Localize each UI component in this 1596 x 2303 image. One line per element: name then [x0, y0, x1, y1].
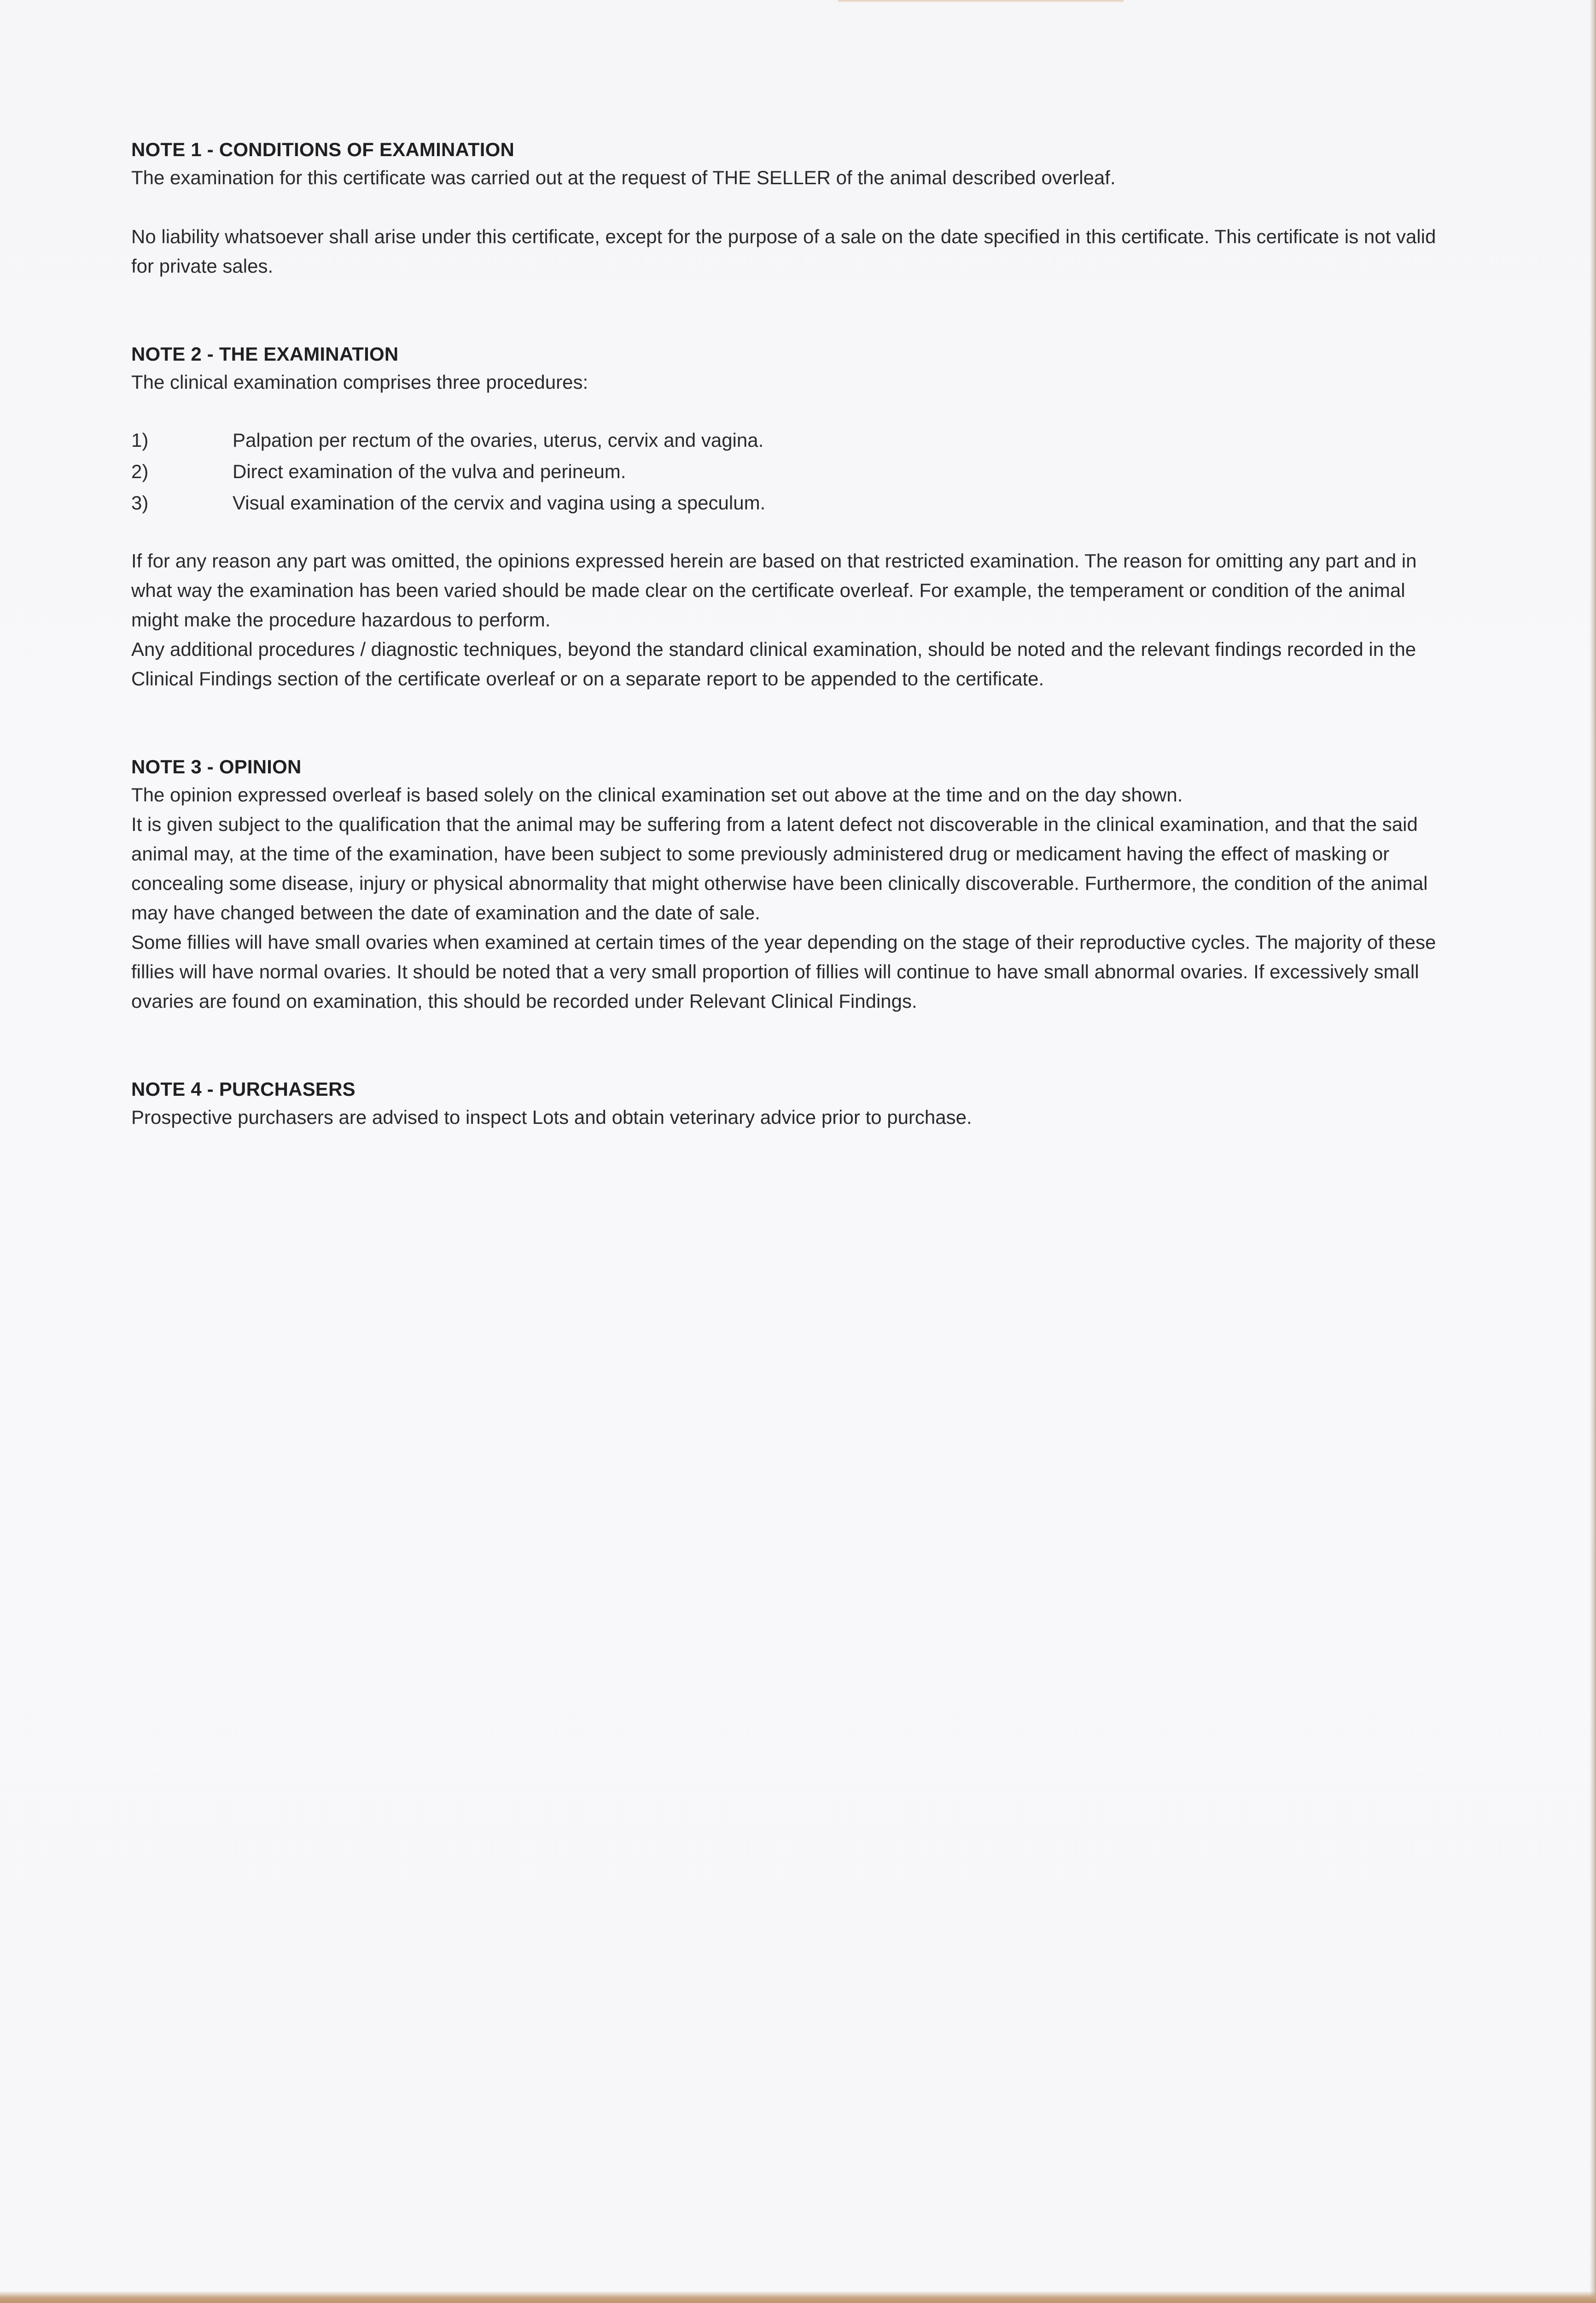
procedures-list: [131, 425, 1457, 519]
spacer: [131, 193, 1457, 222]
list-item: [131, 456, 1457, 487]
note-3-paragraph-1: The opinion expressed overleaf is based solely on the clinical examination set out above at the time and on the day shown.: [131, 784, 1183, 806]
list-item: [131, 425, 1457, 456]
document-content: [131, 136, 1457, 1132]
note-1-section: [131, 136, 1457, 281]
note-2-heading: NOTE 2 - THE EXAMINATION: [131, 343, 399, 365]
note-2-intro: The clinical examination comprises three procedures:: [131, 371, 588, 393]
page-edge-bottom: [0, 2291, 1596, 2303]
spacer: [131, 1016, 1457, 1076]
list-item-number: 2): [131, 461, 149, 482]
note-3-heading: NOTE 3 - OPINION: [131, 756, 302, 777]
list-item-number: 1): [131, 429, 149, 451]
spacer: [131, 281, 1457, 341]
note-1-heading: NOTE 1 - CONDITIONS OF EXAMINATION: [131, 139, 515, 160]
note-1-paragraph-2: No liability whatsoever shall arise under this certificate, except for the purpose of a sale on the date specified in this certificate. This certificate is not valid for private sales.: [131, 226, 1436, 277]
note-1-paragraph-1: The examination for this certificate was carried out at the request of THE SELLER of the animal described overleaf.: [131, 167, 1116, 188]
list-item: [131, 487, 1457, 519]
page-edge-top: [838, 0, 1124, 3]
note-3-paragraph-2: It is given subject to the qualification that the animal may be suffering from a latent defect not discoverable in the clinical examination, and that the said animal may, at the time of the examination, have been subject to some previously administered drug or medicament having the effect of masking or concealing some disease, injury or physical abnormality that might otherwise have been clinically discoverable. Furthermore, the condition of the animal may have changed between the date of examination and the date of sale.: [131, 813, 1428, 924]
list-item-text: Direct examination of the vulva and perineum.: [233, 461, 626, 482]
note-3-section: [131, 754, 1457, 1016]
spacer: [131, 694, 1457, 754]
note-4-heading: NOTE 4 - PURCHASERS: [131, 1078, 355, 1100]
note-4-paragraph-1: Prospective purchasers are advised to inspect Lots and obtain veterinary advice prior to purchase.: [131, 1106, 972, 1128]
note-2-paragraph-1: If for any reason any part was omitted, the opinions expressed herein are based on that restricted examination. The reason for omitting any part and in what way the examination has been varied should be made clear on the certificate overleaf. For example, the temperament or condition of the animal might make the procedure hazardous to perform.: [131, 550, 1417, 631]
note-4-section: [131, 1076, 1457, 1132]
note-2-section: [131, 341, 1457, 694]
page-edge-right: [1590, 0, 1596, 2303]
list-item-text: Visual examination of the cervix and vagina using a speculum.: [233, 492, 766, 514]
list-item-text: Palpation per rectum of the ovaries, uterus, cervix and vagina.: [233, 429, 764, 451]
list-item-number: 3): [131, 492, 149, 514]
note-3-paragraph-3: Some fillies will have small ovaries when examined at certain times of the year depending on the stage of their reproductive cycles. The majority of these fillies will have normal ovaries. It should be noted that a very small proportion of fillies will continue to have small abnormal ovaries. If excessively small ovaries are found on examination, this should be recorded under Relevant Clinical Findings.: [131, 931, 1436, 1012]
note-2-paragraph-2: Any additional procedures / diagnostic techniques, beyond the standard clinical examination, should be noted and the relevant findings recorded in the Clinical Findings section of the certificate overleaf or on a separate report to be appended to the certificate.: [131, 638, 1416, 690]
